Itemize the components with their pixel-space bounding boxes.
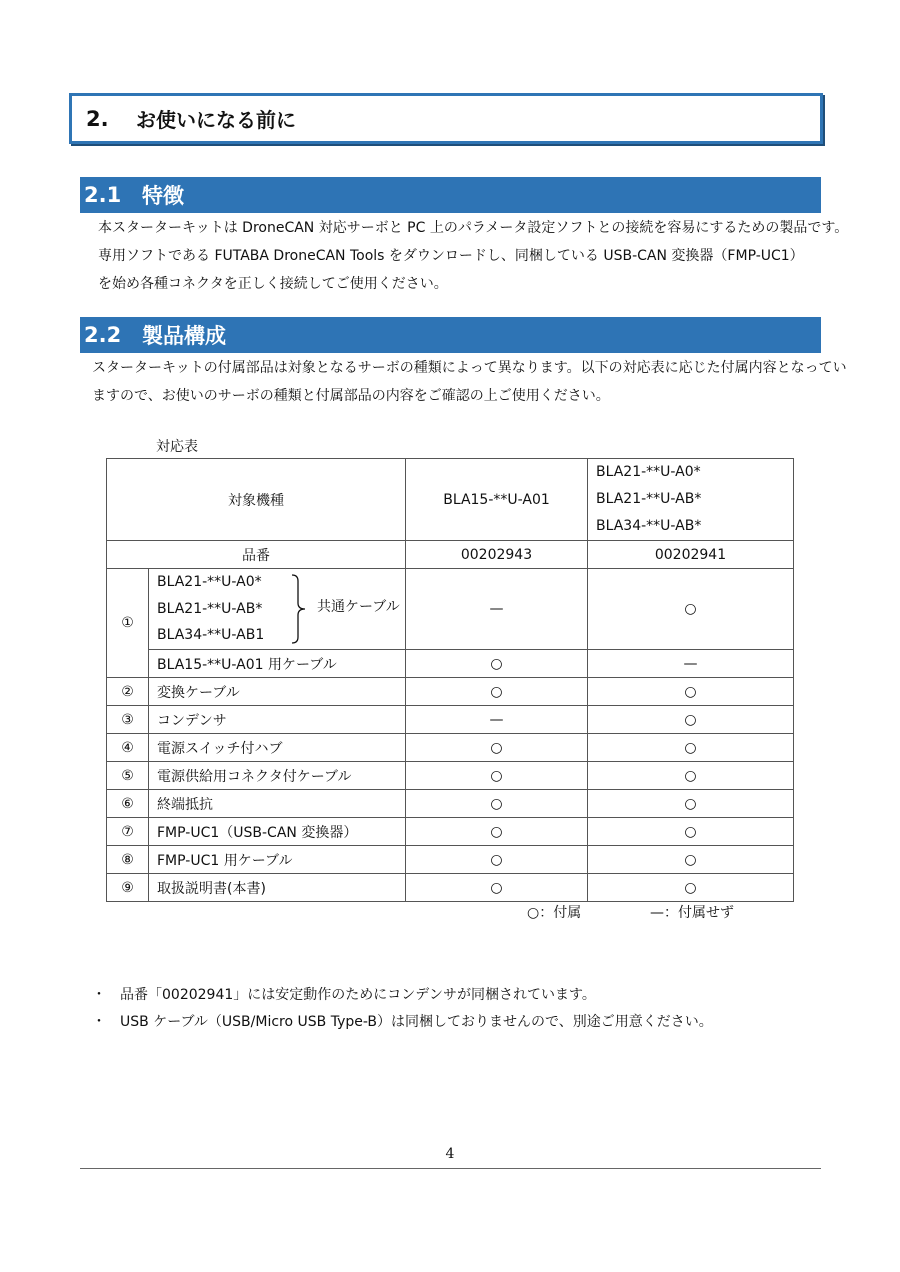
row-number: ⑧ (107, 846, 149, 874)
item-name: FMP-UC1（USB-CAN 変換器） (149, 818, 406, 846)
table-row (107, 790, 794, 818)
footer-divider (80, 1168, 821, 1169)
col2-mark: ○ (588, 818, 794, 846)
model-line: BLA21-**U-AB* (157, 600, 263, 617)
paragraph-line: スターターキットの付属部品は対象となるサーボの種類によって異なります。以下の対応表に応じた付属内容となってい (92, 360, 847, 376)
compatibility-table (106, 458, 794, 902)
legend-not-included: —：付属せず (650, 905, 734, 921)
item-name: FMP-UC1 用ケーブル (149, 846, 406, 874)
chapter-heading (69, 93, 823, 144)
model-line: BLA21-**U-A0* (596, 464, 701, 480)
paragraph-line: 本スターターキットは DroneCAN 対応サーボと PC 上のパラメータ設定ソフトとの接続を容易にするための製品です。 (98, 220, 849, 236)
col1-mark: ○ (406, 762, 588, 790)
common-cable-cell (149, 569, 406, 650)
part-number-row (107, 541, 794, 569)
col2-model-header (588, 459, 794, 541)
item-name: 電源供給用コネクタ付ケーブル (149, 762, 406, 790)
item-name: BLA15-**U-A01 用ケーブル (149, 650, 406, 678)
table-row (107, 734, 794, 762)
col1-mark: ○ (406, 846, 588, 874)
model-line: BLA34-**U-AB1 (157, 627, 265, 644)
table-row (107, 650, 794, 678)
part-number-col2: 00202941 (588, 541, 794, 569)
paragraph-line: 専用ソフトである FUTABA DroneCAN Tools をダウンロードし、同梱している USB-CAN 変換器（FMP-UC1） (98, 248, 804, 264)
col2-mark: ○ (588, 569, 794, 650)
col2-mark: ○ (588, 762, 794, 790)
table-row (107, 762, 794, 790)
paragraph-line: ますので、お使いのサーボの種類と付属部品の内容をご確認の上ご使用ください。 (92, 388, 610, 404)
col2-mark: ○ (588, 790, 794, 818)
target-model-header: 対象機種 (107, 459, 406, 541)
note-text: 品番「00202941」には安定動作のためにコンデンサが同梱されています。 (120, 987, 596, 1003)
table-row (107, 706, 794, 734)
col2-mark: — (588, 650, 794, 678)
page-number: 4 (445, 1146, 455, 1162)
section-heading-features (80, 177, 821, 213)
col2-mark: ○ (588, 874, 794, 902)
section-number: 2.2 (84, 323, 122, 347)
bullet-mark: ・ (92, 987, 106, 1003)
row-number: ① (107, 569, 149, 678)
item-name: 電源スイッチ付ハブ (149, 734, 406, 762)
row-number: ② (107, 678, 149, 706)
item-name: 取扱説明書(本書) (149, 874, 406, 902)
row-number: ⑦ (107, 818, 149, 846)
part-number-label: 品番 (107, 541, 406, 569)
chapter-title: お使いになる前に (136, 108, 296, 132)
item-name: 変換ケーブル (149, 678, 406, 706)
col1-mark: ○ (406, 818, 588, 846)
paragraph-line: を始め各種コネクタを正しく接続してご使用ください。 (98, 276, 448, 292)
row-number: ⑥ (107, 790, 149, 818)
col1-mark: — (406, 569, 588, 650)
table-row (107, 818, 794, 846)
table-row (107, 874, 794, 902)
col1-mark: ○ (406, 734, 588, 762)
common-cable-label: 共通ケーブル (317, 599, 400, 615)
note-text: USB ケーブル（USB/Micro USB Type-B）は同梱しておりませんので、別途ご用意ください。 (120, 1014, 713, 1030)
section-title: 特徴 (142, 184, 184, 208)
bullet-mark: ・ (92, 1014, 106, 1030)
row-number: ③ (107, 706, 149, 734)
col2-mark: ○ (588, 706, 794, 734)
col1-model-header: BLA15-**U-A01 (406, 459, 588, 541)
row-number: ④ (107, 734, 149, 762)
col1-mark: ○ (406, 874, 588, 902)
part-number-col1: 00202943 (406, 541, 588, 569)
col2-mark: ○ (588, 678, 794, 706)
model-line: BLA21-**U-AB* (596, 491, 702, 507)
table-row (107, 846, 794, 874)
row-number: ⑤ (107, 762, 149, 790)
table-caption: 対応表 (156, 439, 198, 455)
note-item (92, 984, 596, 1004)
contents-paragraph (92, 354, 847, 410)
col1-mark: — (406, 706, 588, 734)
legend-included: ○：付属 (527, 905, 582, 921)
table-row (107, 569, 794, 650)
col1-mark: ○ (406, 678, 588, 706)
table-header-row (107, 459, 794, 541)
note-item (92, 1011, 713, 1031)
chapter-number: 2. (86, 106, 109, 131)
item-name: 終端抵抗 (149, 790, 406, 818)
section-heading-contents (80, 317, 821, 353)
col2-mark: ○ (588, 734, 794, 762)
section-title: 製品構成 (142, 324, 226, 348)
features-paragraph (98, 214, 848, 298)
model-line: BLA34-**U-AB* (596, 518, 702, 534)
section-number: 2.1 (84, 183, 122, 207)
table-row (107, 678, 794, 706)
col1-mark: ○ (406, 790, 588, 818)
model-line: BLA21-**U-A0* (157, 574, 262, 590)
right-brace-icon (289, 573, 313, 645)
col1-mark: ○ (406, 650, 588, 678)
row-number: ⑨ (107, 874, 149, 902)
item-name: コンデンサ (149, 706, 406, 734)
col2-mark: ○ (588, 846, 794, 874)
